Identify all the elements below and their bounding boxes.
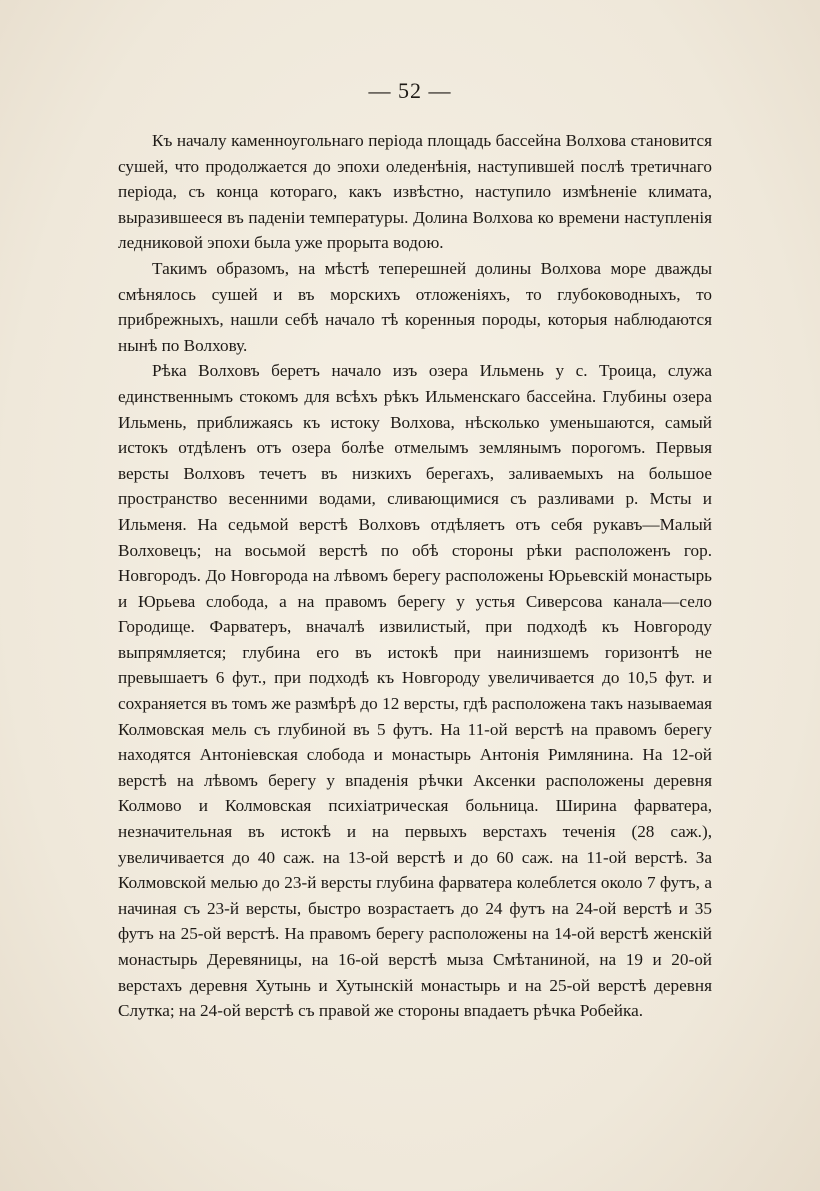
paragraph-sea-and-land: Такимъ образомъ, на мѣстѣ теперешней долины Волхова море дважды смѣнялось сушей и въ морскихъ отложеніяхъ, то глубоководныхъ, то прибрежныхъ, нашли себѣ начало тѣ коренныя породы, которыя наблюдаются нынѣ по Волхову.	[118, 258, 712, 355]
paragraph-volkhov-river: Рѣка Волховъ беретъ начало изъ озера Ильмень у с. Троица, служа единственнымъ стокомъ для всѣхъ рѣкъ Ильменскаго бассейна. Глубины озера Ильмень, приближаясь къ истоку Волхова, нѣсколько уменьшаются, самый истокъ отдѣленъ отъ озера болѣе отмелымъ землянымъ порогомъ. Первыя версты Волховъ течетъ въ низкихъ берегахъ, заливаемыхъ на большое пространство весенними водами, сливающимися съ разливами р. Мсты и Ильменя. На седьмой верстѣ Волховъ отдѣляетъ отъ себя рукавъ—Малый Волховецъ; на восьмой верстѣ по обѣ стороны рѣки расположенъ гор. Новгородъ. До Новгорода на лѣвомъ берегу расположены Юрьевскій монастырь и Юрьева слобода, а на правомъ берегу у устья Сиверсова канала—село Городище. Фарватеръ, вначалѣ извилистый, при подходѣ къ Новгороду выпрямляется; глубина его въ истокѣ при наинизшемъ горизонтѣ не превышаетъ 6 фут., при подходѣ къ Новгороду увеличивается до 10,5 фут. и сохраняется въ томъ же размѣрѣ до 12 версты, гдѣ расположена такъ называемая Колмовская мель съ глубиной въ 5 футъ. На 11-ой верстѣ на правомъ берегу находятся Антоніевская слобода и монастырь Антонія Римлянина. На 12-ой верстѣ на лѣвомъ берегу у впаденія рѣчки Аксенки расположены деревня Колмово и Колмовская психіатрическая больница. Ширина фарватера, незначительная въ истокѣ и на первыхъ верстахъ теченія (28 саж.), увеличивается до 40 саж. на 13-ой верстѣ и до 60 саж. на 11-ой верстѣ. За Колмовской мелью до 23-й версты глубина фарватера колеблется около 7 футъ, а начиная съ 23-й версты, быстро возрастаетъ до 24 футъ на 24-ой верстѣ и 35 футъ на 25-ой верстѣ. На правомъ берегу расположены на 14-ой верстѣ женскій монастырь Деревяницы, на 16-ой верстѣ мыза Смѣтаниной, на 19 и 20-ой верстахъ деревня Хутынь и Хутынскій монастырь и на 25-ой верстѣ деревня Слутка; на 24-ой верстѣ съ правой же стороны впадаетъ рѣчка Робейка.	[118, 361, 712, 1021]
body-text	[118, 128, 712, 1024]
paragraph-carboniferous: Къ началу каменноугольнаго періода площадь бассейна Волхова становится сушей, что продолжается до эпохи оледенѣнія, наступившей послѣ третичнаго періода, съ конца котораго, какъ извѣстно, наступило измѣненіе климата, выразившееся въ паденіи температуры. Долина Волхова ко времени наступленія ледниковой эпохи была уже прорыта водою.	[118, 131, 712, 253]
page-number: — 52 —	[368, 78, 452, 103]
